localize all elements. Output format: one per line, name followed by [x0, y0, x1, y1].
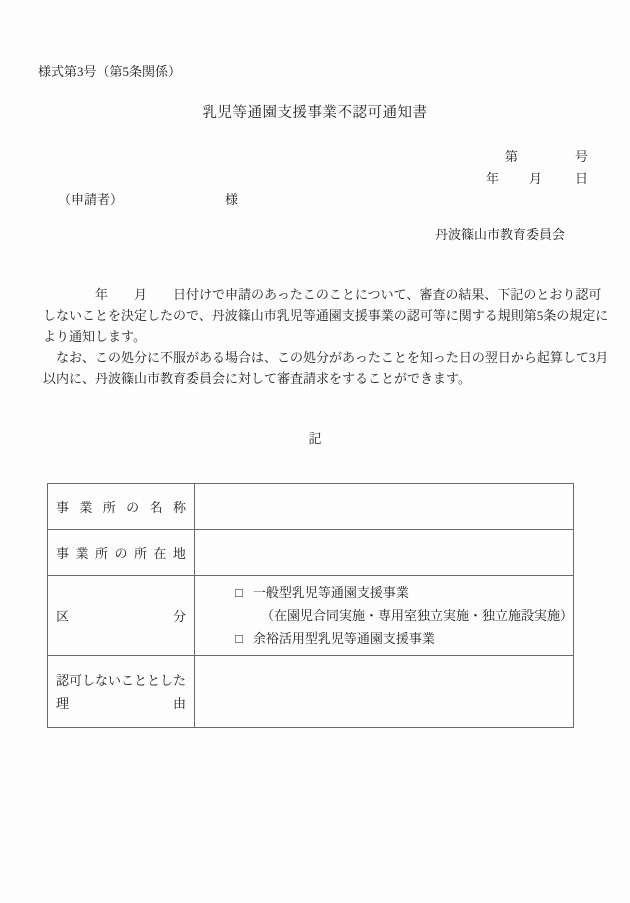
- table-row-category: [48, 576, 574, 656]
- option-surplus-type: [235, 627, 565, 650]
- applicant-honorific: 様: [225, 192, 239, 207]
- applicant-line: [58, 189, 238, 208]
- reason-label: [56, 669, 186, 715]
- date-line: [486, 168, 588, 187]
- business-address-label: 事 業 所 の 所 在 地: [56, 546, 186, 561]
- doc-number-line: [505, 146, 588, 165]
- checkbox-surplus-type-icon[interactable]: □: [235, 631, 243, 646]
- table-row-business-name: [48, 484, 574, 530]
- document-title: 乳児等通園支援事業不認可通知書: [202, 105, 428, 121]
- category-options: [195, 576, 574, 656]
- day-field[interactable]: [542, 169, 575, 183]
- category-label: 区 分: [56, 609, 186, 624]
- business-address-field[interactable]: [195, 530, 574, 576]
- checkbox-general-type-icon[interactable]: □: [235, 585, 243, 600]
- body-text: [43, 284, 609, 389]
- year-label: 年: [485, 171, 499, 186]
- body-line: より通知します。: [43, 329, 146, 344]
- doc-number-prefix: 第: [504, 149, 518, 164]
- doc-number-field[interactable]: [518, 147, 575, 161]
- business-name-label: 事 業 所 の 名 称: [56, 500, 186, 515]
- month-field[interactable]: [499, 169, 529, 183]
- reason-label-line1: 認可しないこととした: [56, 672, 187, 688]
- month-label: 月: [528, 171, 542, 186]
- table-row-business-address: [48, 530, 574, 576]
- business-name-field[interactable]: [195, 484, 574, 530]
- reason-label-line2: 理 由: [56, 695, 186, 711]
- table-row-reason: [48, 656, 574, 728]
- body-line: なお、この処分に不服がある場合は、この処分があったことを知った日の翌日から起算して3月: [43, 350, 609, 365]
- body-line: 年 月 日付けで申請のあったこのことについて、審査の結果、下記のとおり認可: [43, 287, 602, 302]
- issuer-name: 丹波篠山市教育委員会: [434, 227, 565, 242]
- option-surplus-type-label: 余裕活用型乳児等通園支援事業: [252, 631, 435, 646]
- option-general-type-note: （在園児合同実施・専用室独立実施・独立施設実施）: [261, 608, 574, 623]
- details-table: [47, 483, 574, 728]
- body-line: しないことを決定したので、丹波篠山市乳児等通園支援事業の認可等に関する規則第5条の規定に: [43, 308, 609, 323]
- day-label: 日: [574, 171, 588, 186]
- form-number-label: 様式第3号（第5条関係）: [38, 64, 182, 79]
- applicant-label: （申請者）: [58, 192, 124, 207]
- option-general-type-label: 一般型乳児等通園支援事業: [252, 585, 409, 600]
- doc-number-suffix: 号: [574, 149, 588, 164]
- record-marker: 記: [308, 431, 322, 446]
- body-line: 以内に、丹波篠山市教育委員会に対して審査請求をすることができます。: [43, 371, 471, 386]
- applicant-name-field[interactable]: [123, 190, 225, 204]
- option-general-type: [235, 581, 565, 604]
- reason-field[interactable]: [195, 656, 574, 728]
